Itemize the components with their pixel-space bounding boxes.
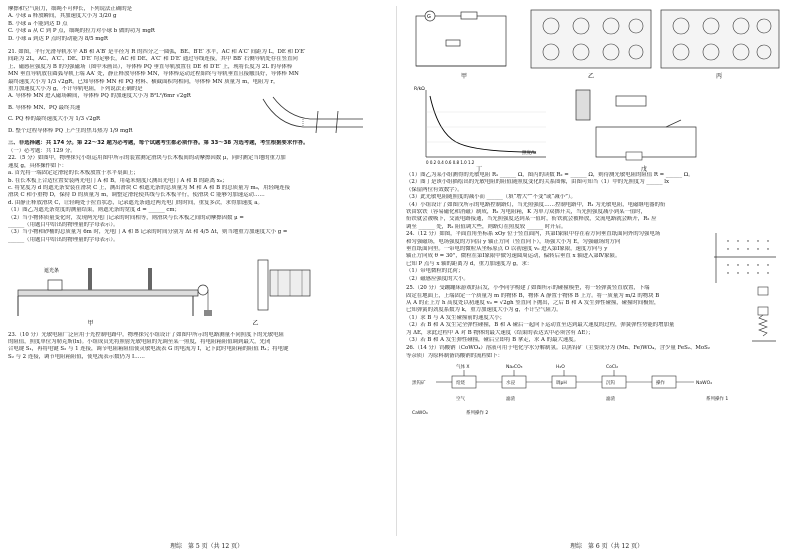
q22-apparatus-figure <box>8 250 238 320</box>
q23-circuit-jia <box>406 6 526 82</box>
q22-sub2: （2）当小物体质量变化时，发现两光电门记录的时间相等，则滑块与长木板之间的动摩擦因数 μ = <box>8 214 244 221</box>
figure-label: 戊 <box>641 166 648 172</box>
q21-stem: 间距为 2L，AC、A′C′、DE、D′E′ 均足够长，AC 和 DE、A′C′ 和 D′E′ 通过导线连接，其中 BB′ 右侧导轨处存在竖直向 <box>8 56 298 63</box>
q23-sub: 铁由软铁（容易磁化和消磁）制成，R₂ 为电阻箱，K 为单刀双掷开关，当光照强度减小到某一值时， <box>406 209 647 216</box>
q24-stem: 已知 P 点与 x 轴的距离为 d，重力加速度为 g，求： <box>406 260 533 267</box>
flow-node: 黑钨矿 <box>412 381 426 387</box>
q20-option-a: A. 小球 a 释放瞬间，其加速度大小为 3/20 g <box>8 13 117 20</box>
q22-step: b. 在长木板上合适位置安装两光电门 A 和 B，用毫米刻度尺测出光电门 A 和 B 的距离 x₀； <box>8 177 228 184</box>
q24-stem: 24.（12 分）如图，平面直角坐标系 xOy 位于竖直面内，其第Ⅰ象限中存在着方向垂直纸面向外的匀强电场 <box>406 231 661 238</box>
q25-stem: 25.（20 分）受蹦蹦床游戏的启发，小李同学构建了如图所示的碰撞模型，将一轻弹簧竖直放置，下端 <box>406 285 650 292</box>
q22-sub3: （3）当小物和砂桶的总质量为 6m 时，光电门 A 和 B 记录的时间分别为 Δt 和 4/5 Δt，则当地重力加速度大小 g = <box>8 229 288 236</box>
q25-stem: 已知弹簧的劲度系数为 k，重力加速度大小为 g，不计空气阻力。 <box>406 307 562 314</box>
q24-stem: 轴正方向成 θ = 30°，微粒在第Ⅰ象限中做匀速圆周运动，偏转后垂直 x 轴进入第Ⅳ象限。 <box>406 253 621 260</box>
q25-sub1: （1）求 B 与 A 发生碰撞前的速度大小； <box>406 314 505 321</box>
q26-flowchart <box>406 360 784 422</box>
q26-stem: 等杂质）为原料制备钨酸钠的流程如下： <box>406 352 504 359</box>
flow-node: 沉钨 <box>606 381 615 387</box>
q24-stem: 和匀强磁场，电场强度的方向沿 y 轴正方向（竖直向下），场强大小为 E，匀强磁场的方向 <box>406 238 621 245</box>
required-heading: （一）必考题：共 129 分。 <box>8 147 76 154</box>
q21-stem: 上、磁感应强度为 B 的匀强磁场（图中未画出），导体棒 PQ 垂直导轨放置在 DE 和 D′E′ 上，现将长度为 2L 的导体棒 <box>8 63 293 70</box>
q21-stem: 最终速度大小为 1/3 √2gR。已知导体棒 MN 和 PQ 材料、横截面积均相同，导体棒 MN 质量为 m，电阻为 r， <box>8 78 279 85</box>
graph-ylabel: R/kΩ <box>414 87 425 92</box>
q23-stem: 23.（10 分）光敏电阻广泛应用于光控制电路中，物理探究小组设计了如图甲所示的电路测量不同照度下的光敏电阻 <box>8 331 284 338</box>
q22-step: a. 首先将一端固定定滑轮的长木板放置于水平桌面上； <box>8 170 139 177</box>
flow-label: Na₂CO₃ <box>506 365 523 371</box>
q25-spring-figure <box>746 285 782 345</box>
q21-option-d: D. 整个过程导体棒 PQ 上产生的焦耳热为 1/9 mgR <box>8 127 133 134</box>
figure-label: 丙 <box>716 73 723 80</box>
q23-sub: （4）小组设计了如图戊所示的电路控制路灯，当光照强度……控制电路中，R₁ 为光敏电阻，电磁继电器的衔 <box>406 201 666 208</box>
section-3-heading: 三、非选择题：共 174 分。第 22～32 题为必考题，每个试题考生都必须作答。第 33～38 为选考题，考生根据要求作答。 <box>8 140 309 147</box>
q22-stem: 速度 g，具体操作如下： <box>8 162 68 169</box>
q24-sub2: （2）磁感应强度的大小。 <box>406 275 469 282</box>
graph-xlabel: 照度/lx <box>522 151 537 156</box>
left-page <box>8 6 386 361</box>
q24-field-figure <box>706 231 778 285</box>
q23-sub: 衔铁就会被吸下，交流电路接通，当光照强度达到某一值时，衔铁就会被释放，交流电路就会断开，R₂ 应 <box>406 216 657 223</box>
q23-sub: （1）图乙为某小组测得的光敏电阻 R₁ ______ Ω，图丙的读数 R₂ = ______ Ω，则待测光敏电阻的阻值 R = ______ Ω。 <box>406 172 694 178</box>
flow-label: 气体 X <box>456 365 470 371</box>
q22-sub3: ______（用题目中给出的物理量的字母表示）。 <box>8 236 119 243</box>
q23-stem: 合电键 S₁，再将电键 S₂ 与 1 连接，调节电阻箱阻值使灵敏电流表 G 的电流为 I，记下此时电阻箱的阻值 R₁；将电键 <box>8 346 289 353</box>
q22-step: d. 由静止释放滑块 C，让轻绳处于拉直状态，记录遮光条通过两光电门的时间，重复多次，求得加速度 a。 <box>8 199 263 206</box>
flow-label: CaWO₄ <box>412 411 428 417</box>
q22-sub1: （1）图乙为遮光条宽度的测量结果，则遮光条的宽度 d = ______ cm； <box>8 207 180 214</box>
q23-graph-ding <box>406 82 556 172</box>
right-page <box>406 6 784 425</box>
flow-label: 系列操作 1 <box>706 397 729 403</box>
flow-label: 滤渣 <box>606 397 615 403</box>
q23-sub: （保留两位有效数字）。 <box>406 186 463 193</box>
q24-stem: 垂直纸面向里。一带电的微粒从坐标原点 O 以初速度 v₀ 进入第Ⅰ象限，速度方向与 y <box>406 246 608 253</box>
q23-sub: （2）图丁是该小组描绘出的光敏电阻的阻值随照度变化的关系图像，由图可知当（1）中的光照度为 ______ lx <box>406 179 670 186</box>
q25-sub2: 为 ΔE，求此过程中 A 对 B 物体的最大速度（结果的表达式中必须含有 ΔE）； <box>406 329 594 336</box>
flow-label: 空气 <box>456 397 465 403</box>
q21-option-c: C. PQ 棒的最终速度大小为 1/3 √2gR <box>8 116 101 123</box>
q20-option-c: C. 小球 a 从 C 到 P 点，细绳的拉力对小球 b 做的功为 mgR <box>8 28 155 35</box>
q20-option-d: D. 小球 a 到达 P 点时的动能为 8/5 mgR <box>8 35 108 42</box>
q22-stem: 22.（5 分）如图甲，物理探究小组运用图甲所示的装置测定滑块与长木板间的动摩擦因数 μ，同时测定当地的重力加 <box>8 155 286 162</box>
q22-step: 滑块 C 和小重物 D，保持 D 的质量为 m，调整定滑轮使其线与长木板平行，使滑块 C 能够匀加速运动…… <box>8 192 265 199</box>
q25-sub3: （3）若 B 和 A 发生弹性碰撞，碰后立即将 B 拿走，求 A 的最大速度。 <box>406 337 580 344</box>
q20-option-b: B. 小球 a 不能到达 D 点 <box>8 20 68 27</box>
q22-caliper-figure <box>238 250 338 320</box>
q22-sub2: ______（用题目中给出的物理量的字母表示）。 <box>8 221 119 228</box>
flow-node: 操作 <box>656 381 665 387</box>
q21-rail-figure <box>258 93 368 137</box>
q21-stem: 重力加速度大小为 g，不计导轨电阻，下列说法正确的是 <box>8 86 143 93</box>
q25-sub2: （2）若 B 和 A 发生完全弹性碰撞，B 和 A 碰后一起向下运动直至达到最大速度的过程，弹簧弹性势能的增加量 <box>406 322 675 329</box>
page-divider <box>396 6 397 536</box>
flow-label: NaWO₄ <box>696 381 712 387</box>
q25-stem: 固定在地面上，上端固定一个质量为 m 的物体 B，物体 A 静置于物体 B 上方。将一质量为 m/2 的物块 B <box>406 292 660 299</box>
figure-label: 丁 <box>476 166 483 172</box>
figure-label-jia: 甲 <box>87 320 94 328</box>
photogate-label: 遮光条 <box>44 268 60 275</box>
q23-sub: （3）此光敏电阻随照度的减小而 ______（填“增大”“不变”或“减小”）。 <box>406 194 576 201</box>
flow-label: 系列操作 2 <box>466 411 489 417</box>
flow-node: 调pH <box>556 381 567 387</box>
q25-stem: 从 A 的正上方 h 高度处以初速度 v₀ = √2gh 竖直向下抛出，之后 B 和 A 发生弹性碰撞，碰撞时间极短， <box>406 300 660 307</box>
q21-stem: 21. 如图，平行光滑导轨水平 AB 和 A′B′ 是半径为 R 的四分之一圆弧，BE、B′E′ 水平，AC 和 A′C′ 间距为 L，DE 和 D′E′ <box>8 49 306 56</box>
q23-resistance-box-bing <box>656 6 784 82</box>
q23-stem: 的阻值，照度单位为勒克斯(lx)。小组成员先将照射光敏电阻的光调至某一照度，将电阻箱阻值调到最大，先闭 <box>8 338 271 345</box>
q20-text: 摩擦和空气阻力，细绳不可伸长，下列说法正确的是 <box>8 6 132 12</box>
q26-stem: 26.（14 分）钨酸钠（CoWO₄）溶液可用于电化学水分解制氢。以黑钨矿（主要成分为 (Mn、Fe)WO₄，含少量 FeS₂、MoS₂ <box>406 345 710 352</box>
q21-stem: MN 垂直导轨放在圆弧导轨上端 AA′ 处，静止释放导体棒 MN，导体棒运动过程始终与导轨垂直且接触良好，导体棒 MN <box>8 71 299 78</box>
flow-label: 滤渣 <box>506 397 515 403</box>
svg-text:G: G <box>427 14 431 20</box>
figure-label: 乙 <box>588 73 595 80</box>
flow-node: 水浸 <box>506 381 515 387</box>
footer-left: 理综 第 5 页（共 12 页） <box>170 543 244 550</box>
q24-sub1: （1）带电微粒的比荷； <box>406 268 464 275</box>
q23-sub: 调至 ______ 处，R₂ 阻值调大些，则路灯在照度较 ______ 时开启。 <box>406 223 567 230</box>
footer-right: 理综 第 6 页（共 12 页） <box>570 543 644 550</box>
figure-label: 甲 <box>461 73 468 80</box>
graph-xticks: 0 0.2 0.4 0.6 0.8 1.0 1.2 <box>426 160 475 165</box>
q23-stem: S₂ 与 2 连接，调节电阻箱阻值，使电流表示数仍为 I…… <box>8 353 145 360</box>
flow-node: 焙烧 <box>456 381 465 387</box>
q22-step: c. 将宽度为 d 的遮光条安装在滑块 C 上，测出滑块 C 和遮光条的总质量为 M 和 A 和 B 的总质量为 m₀，用轻绳连接 <box>8 184 291 191</box>
figure-label-yi: 乙 <box>252 320 259 328</box>
q23-resistance-box-yi <box>526 6 656 82</box>
flow-label: CoCl₂ <box>606 365 619 371</box>
flow-label: H₂O <box>556 365 565 371</box>
q23-control-circuit-wu <box>556 82 726 172</box>
q21-option-a: A. 导体棒 MN 进入磁场瞬间，导体棒 PQ 的加速度大小为 B²L²/6mr √2gR <box>8 93 191 100</box>
q21-option-b: B. 导体棒 MN、PQ 最终共速 <box>8 104 81 111</box>
